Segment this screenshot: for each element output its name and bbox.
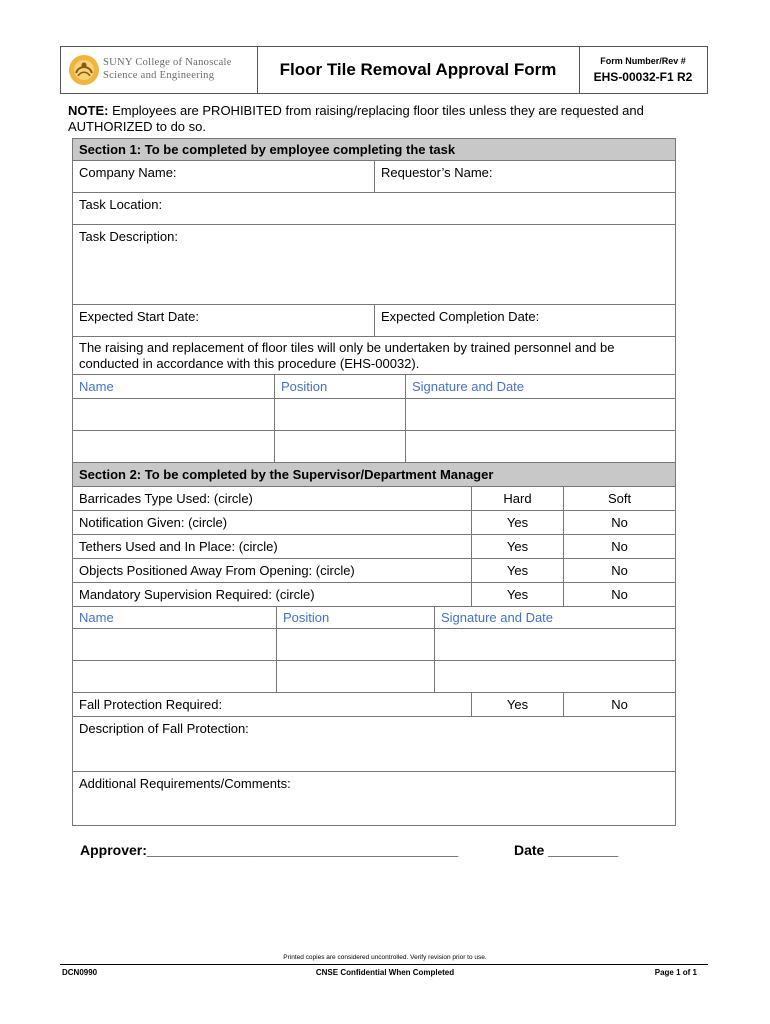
- mandatory-supervision-yes-option[interactable]: Yes: [471, 583, 563, 606]
- logo-line-1: SUNY College of Nanoscale: [103, 57, 232, 68]
- s1-name-input[interactable]: [73, 431, 274, 462]
- form-header: [60, 46, 708, 94]
- s2-signature-header-row: [73, 606, 675, 628]
- mandatory-supervision-no-option[interactable]: No: [563, 583, 675, 606]
- objects-positioned-row: [73, 558, 675, 582]
- section2-title: Section 2: To be completed by the Supervisor/Department Manager: [79, 467, 494, 482]
- s2-name-input[interactable]: [73, 629, 276, 660]
- procedure-statement: The raising and replacement of floor tiles will only be undertaken by trained personnel and be conducted in accordance with this procedure (EHS-00032).: [79, 340, 615, 371]
- task-description-field[interactable]: Task Description:: [79, 229, 178, 244]
- s1-signature-input[interactable]: [405, 399, 675, 430]
- s2-col-name: Name: [79, 610, 114, 625]
- task-description-row: [73, 224, 675, 304]
- s1-signature-input[interactable]: [405, 431, 675, 462]
- prohibition-note: [68, 103, 708, 135]
- objects-positioned-no-option[interactable]: No: [563, 559, 675, 582]
- s2-signature-row: [73, 660, 675, 692]
- tethers-label: Tethers Used and In Place: (circle): [79, 539, 278, 554]
- uncontrolled-copy-disclaimer: Printed copies are considered uncontrolled. Verify revision prior to use.: [283, 954, 487, 961]
- requestor-name-field[interactable]: Requestor’s Name:: [374, 161, 675, 192]
- approver-line[interactable]: Approver:________________________________________: [80, 842, 459, 858]
- expected-completion-date-field[interactable]: Expected Completion Date:: [374, 305, 675, 336]
- company-requestor-row: [73, 160, 675, 192]
- s1-col-position: Position: [274, 375, 405, 398]
- notification-row: [73, 510, 675, 534]
- s1-name-input[interactable]: [73, 399, 274, 430]
- s1-signature-row: [73, 398, 675, 430]
- s2-signature-input[interactable]: [434, 629, 675, 660]
- form-title: Floor Tile Removal Approval Form: [257, 47, 580, 93]
- section1-title: Section 1: To be completed by employee completing the task: [79, 142, 456, 157]
- footer-divider: [60, 964, 708, 965]
- document-control-number: DCN0990: [62, 968, 98, 977]
- s2-position-input[interactable]: [276, 661, 434, 692]
- company-name-field[interactable]: Company Name:: [79, 165, 177, 180]
- note-text: Employees are PROHIBITED from raising/replacing floor tiles unless they are requested and AUTHORIZED to do so.: [68, 103, 644, 134]
- notification-label: Notification Given: (circle): [79, 515, 228, 530]
- form-number: EHS-00032-F1 R2: [593, 70, 693, 84]
- logo-cell: [61, 47, 258, 93]
- procedure-statement-row: [73, 336, 675, 374]
- s1-signature-header-row: [73, 374, 675, 398]
- fall-protection-yes-option[interactable]: Yes: [471, 693, 563, 716]
- s2-name-input[interactable]: [73, 661, 276, 692]
- section2-header: [73, 462, 675, 486]
- logo-line-2: Science and Engineering: [103, 70, 215, 81]
- page-number: Page 1 of 1: [654, 968, 697, 977]
- notification-yes-option[interactable]: Yes: [471, 511, 563, 534]
- additional-requirements-row: [73, 771, 675, 825]
- fall-protection-row: [73, 692, 675, 716]
- form-table: [72, 138, 676, 826]
- s1-col-signature: Signature and Date: [405, 375, 675, 398]
- note-label: NOTE:: [68, 103, 109, 118]
- s2-signature-input[interactable]: [434, 661, 675, 692]
- s2-col-signature: Signature and Date: [434, 607, 675, 628]
- barricades-label: Barricades Type Used: (circle): [79, 491, 253, 506]
- mandatory-supervision-row: [73, 582, 675, 606]
- logo-text: [103, 56, 232, 82]
- form-number-label: Form Number/Rev #: [600, 56, 686, 66]
- task-location-row: [73, 192, 675, 224]
- s2-col-position: Position: [276, 607, 434, 628]
- tethers-no-option[interactable]: No: [563, 535, 675, 558]
- suny-logo-icon: [67, 53, 101, 87]
- notification-no-option[interactable]: No: [563, 511, 675, 534]
- s1-position-input[interactable]: [274, 431, 405, 462]
- tethers-yes-option[interactable]: Yes: [471, 535, 563, 558]
- s2-signature-row: [73, 628, 675, 660]
- barricades-hard-option[interactable]: Hard: [471, 487, 563, 510]
- dates-row: [73, 304, 675, 336]
- s2-position-input[interactable]: [276, 629, 434, 660]
- s1-position-input[interactable]: [274, 399, 405, 430]
- approval-date-line[interactable]: Date _________: [514, 842, 619, 858]
- task-location-field[interactable]: Task Location:: [79, 197, 163, 212]
- confidentiality-notice: CNSE Confidential When Completed: [315, 968, 455, 977]
- fall-protection-description-field[interactable]: Description of Fall Protection:: [79, 721, 249, 736]
- s1-signature-row: [73, 430, 675, 462]
- s1-col-name: Name: [79, 379, 114, 394]
- tethers-row: [73, 534, 675, 558]
- fall-protection-label: Fall Protection Required:: [79, 697, 223, 712]
- barricades-row: [73, 486, 675, 510]
- barricades-soft-option[interactable]: Soft: [563, 487, 675, 510]
- form-number-cell: [579, 47, 707, 93]
- section1-header: [73, 139, 675, 160]
- mandatory-supervision-label: Mandatory Supervision Required: (circle): [79, 587, 315, 602]
- fall-description-row: [73, 716, 675, 771]
- objects-positioned-label: Objects Positioned Away From Opening: (circle): [79, 563, 355, 578]
- fall-protection-no-option[interactable]: No: [563, 693, 675, 716]
- objects-positioned-yes-option[interactable]: Yes: [471, 559, 563, 582]
- expected-start-date-field[interactable]: Expected Start Date:: [79, 309, 199, 324]
- additional-requirements-field[interactable]: Additional Requirements/Comments:: [79, 776, 291, 791]
